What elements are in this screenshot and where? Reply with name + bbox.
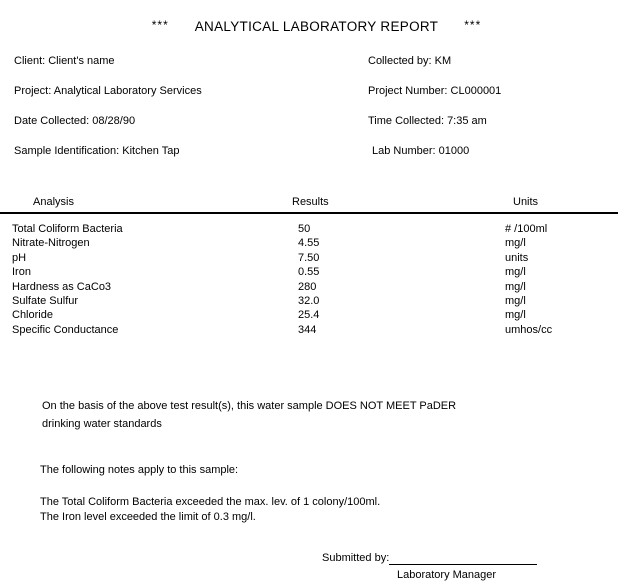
- info-lab-number: Lab Number: 01000: [372, 145, 470, 157]
- note-item: The Total Coliform Bacteria exceeded the max. lev. of 1 colony/100ml.: [40, 496, 381, 508]
- unit-cell: mg/l: [505, 309, 526, 322]
- analysis-cell: Iron: [12, 266, 31, 279]
- analysis-cell: Sulfate Sulfur: [12, 295, 79, 308]
- result-cell: 0.55: [298, 266, 320, 279]
- signature-line: [322, 552, 537, 565]
- table-row: [12, 294, 552, 308]
- report-title: ANALYTICAL LABORATORY REPORT: [194, 19, 439, 34]
- note-item: The Iron level exceeded the limit of 0.3 mg/l.: [40, 511, 256, 523]
- conclusion-text: [42, 397, 456, 433]
- title-stars-left: ***: [151, 18, 169, 32]
- table-row: [12, 280, 552, 294]
- info-project: Project: Analytical Laboratory Services: [14, 85, 202, 97]
- signature-underline: [389, 552, 537, 565]
- info-sample-identification: Sample Identification: Kitchen Tap: [14, 145, 180, 157]
- analysis-cell: pH: [12, 251, 27, 264]
- signature-role: Laboratory Manager: [397, 569, 497, 581]
- unit-cell: mg/l: [505, 280, 526, 293]
- analysis-cell: Specific Conductance: [12, 323, 119, 336]
- notes-list: [40, 495, 380, 525]
- analysis-cell: Nitrate-Nitrogen: [12, 237, 90, 250]
- unit-cell: mg/l: [505, 295, 526, 308]
- unit-cell: # /100ml: [505, 223, 548, 235]
- result-cell: 32.0: [298, 295, 320, 308]
- results-table-header: [0, 196, 633, 210]
- info-client: Client: Client's name: [14, 55, 115, 67]
- unit-cell: mg/l: [505, 237, 526, 250]
- result-cell: 280: [298, 280, 317, 293]
- info-date-collected: Date Collected: 08/28/90: [14, 115, 136, 127]
- title-stars-right: ***: [464, 18, 482, 32]
- column-header-results: Results: [292, 196, 329, 208]
- signature-label: Submitted by:: [322, 552, 390, 564]
- report-title-row: [0, 19, 633, 34]
- info-project-number: Project Number: CL000001: [368, 85, 502, 97]
- unit-cell: umhos/cc: [505, 323, 553, 336]
- conclusion-line: On the basis of the above test result(s), this water sample DOES NOT MEET PaDER: [42, 400, 457, 412]
- table-row: [12, 308, 552, 322]
- analysis-cell: Hardness as CaCo3: [12, 280, 112, 293]
- table-row: [12, 251, 552, 265]
- column-header-analysis: Analysis: [33, 196, 74, 208]
- info-time-collected: Time Collected: 7:35 am: [368, 115, 487, 127]
- result-cell: 4.55: [298, 237, 320, 250]
- signature-block: [322, 552, 537, 582]
- table-row: [12, 265, 552, 279]
- analysis-cell: Total Coliform Bacteria: [12, 223, 123, 235]
- result-cell: 50: [298, 223, 311, 235]
- conclusion-line: drinking water standards: [42, 418, 162, 430]
- table-row: [12, 236, 552, 250]
- result-cell: 344: [298, 323, 317, 336]
- results-table: [12, 222, 552, 337]
- table-row: [12, 323, 552, 337]
- result-cell: 7.50: [298, 251, 320, 264]
- notes-intro: The following notes apply to this sample:: [40, 464, 239, 476]
- unit-cell: units: [505, 251, 529, 264]
- analysis-cell: Chloride: [12, 309, 53, 322]
- result-cell: 25.4: [298, 309, 320, 322]
- report-info-grid: [14, 55, 620, 158]
- table-row: [12, 222, 552, 236]
- unit-cell: mg/l: [505, 266, 526, 279]
- info-collected-by: Collected by: KM: [368, 55, 452, 67]
- header-rule: [0, 212, 618, 214]
- column-header-units: Units: [513, 196, 539, 208]
